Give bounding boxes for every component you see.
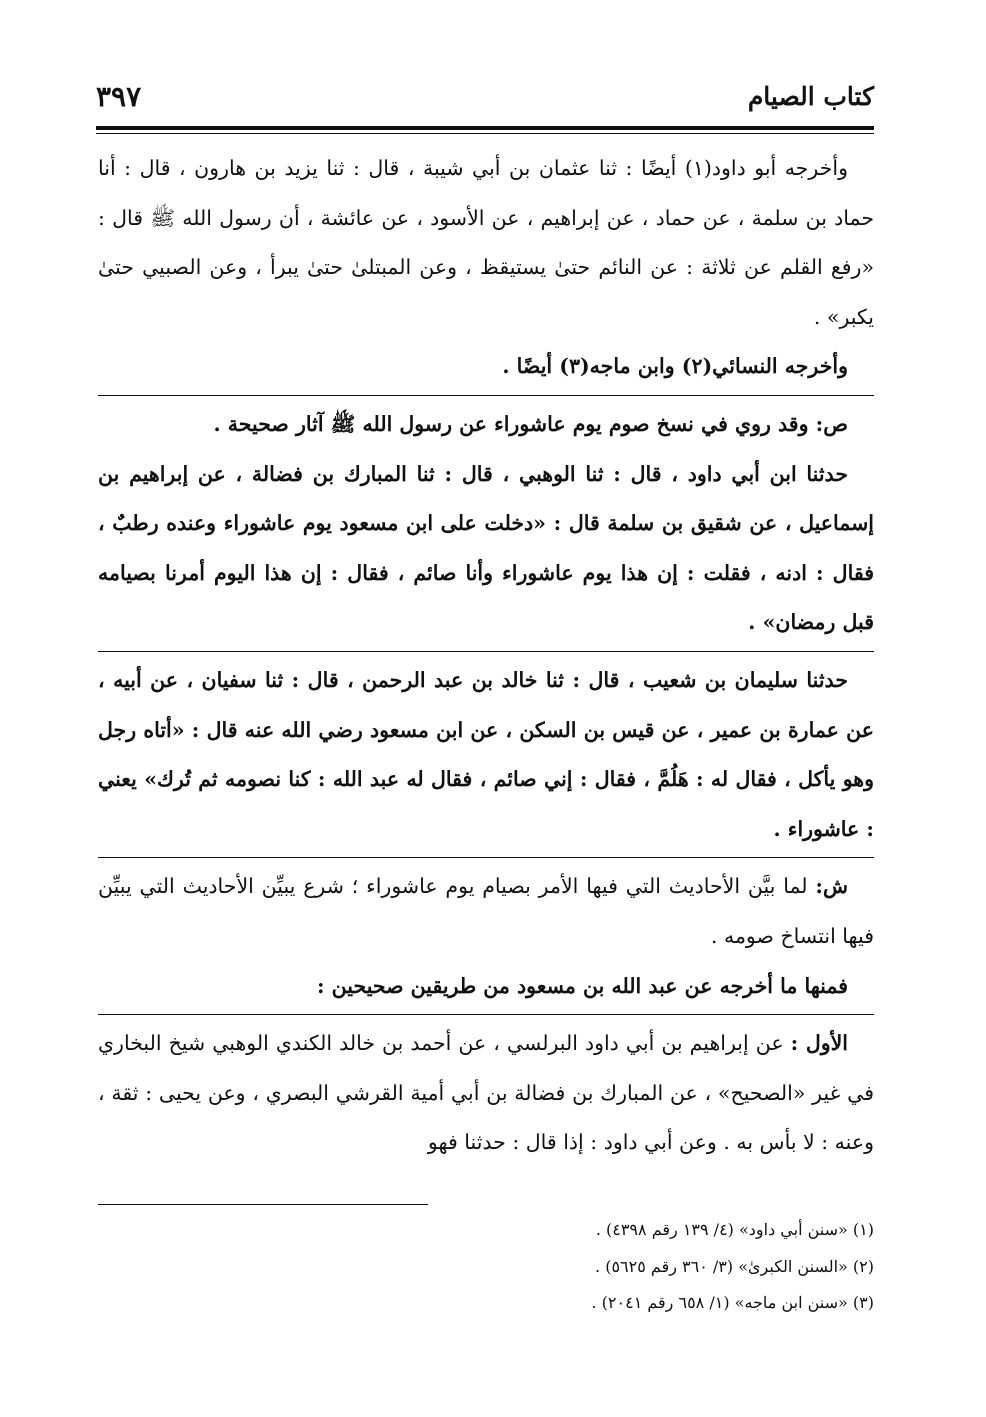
section-divider: [98, 395, 874, 396]
paragraph-8-text: عن إبراهيم بن أبي داود البرلسي ، عن أحمد بن خالد الكندي الوهبي شيخ البخاري في غير «الصحيح» ، عن المبارك بن فضالة بن أبي أمية القرشي البصري ، وعن يحيى : ثقة ، وعنه : لا بأس به . وعن أبي داود : إذا قال : حدثنا فهو: [98, 1031, 874, 1155]
chapter-title: كتاب الصيام: [747, 82, 874, 111]
page-header: [96, 80, 874, 124]
main-text: [98, 144, 874, 1168]
first-marker: الأول :: [790, 1031, 848, 1056]
footnote-2: (٢) «السنن الكبرىٰ» (٣/ ٣٦٠ رقم ٥٦٢٥) .: [595, 1256, 874, 1276]
header-rule-thin: [96, 133, 874, 134]
paragraph-5: حدثنا سليمان بن شعيب ، قال : ثنا خالد بن عبد الرحمن ، قال : ثنا سفيان ، عن أبيه ، عن عمارة بن عمير ، عن قيس بن السكن ، عن ابن مسعود رضي الله عنه قال : «أتاه رجل وهو يأكل ، فقال له : هَلُمَّ ، فقال : إني صائم ، فقال له عبد الله : كنا نصومه ثم تُرك» يعني : عاشوراء .: [98, 667, 875, 841]
paragraph-3: [98, 400, 874, 450]
section-divider: [98, 857, 874, 858]
section-divider: [98, 1014, 874, 1015]
header-rule-thick: [96, 126, 874, 130]
footnote-3: (٣) «سنن ابن ماجه» (١/ ٦٥٨ رقم ٢٠٤١) .: [591, 1293, 874, 1312]
page-number: ٣٩٧: [96, 80, 142, 113]
paragraph-8: [98, 1019, 874, 1168]
sad-marker: ص:: [815, 411, 848, 436]
paragraph-1: وأخرجه أبو داود(١) أيضًا : ثنا عثمان بن أبي شيبة ، قال : ثنا يزيد بن هارون ، قال : أنا حماد بن سلمة ، عن حماد ، عن إبراهيم ، عن الأسود ، عن عائشة ، أن رسول الله ﷺ قال : «رفع القلم عن ثلاثة : عن النائم حتىٰ يستيقظ ، وعن المبتلىٰ حتىٰ يبرأ ، وعن الصبيي حتىٰ يكبر» .: [98, 156, 874, 329]
paragraph-4: حدثنا ابن أبي داود ، قال : ثنا الوهبي ، قال : ثنا المبارك بن فضالة ، عن إبراهيم بن إسماعيل ، عن شقيق بن سلمة قال : «دخلت على ابن مسعود يوم عاشوراء وعنده رطبٌ ، فقال : ادنه ، فقلت : إن هذا يوم عاشوراء وأنا صائم ، فقال : إن هذا اليوم أمرنا بصيامه قبل رمضان» .: [98, 461, 874, 635]
paragraph-6: [98, 862, 874, 961]
shin-marker: ش:: [815, 874, 848, 899]
paragraph-6-text: لما بيَّن الأحاديث التي فيها الأمر بصيام يوم عاشوراء ؛ شرع يبيِّن الأحاديث التي يبيِّن فيها انتساخ صومه .: [98, 874, 874, 948]
footnote-rule: [98, 1204, 428, 1205]
section-divider: [98, 651, 874, 652]
paragraph-2: وأخرجه النسائي(٢) وابن ماجه(٣) أيضًا .: [502, 354, 848, 379]
paragraph-3-text: وقد روي في نسخ صوم يوم عاشوراء عن رسول الله ﷺ آثار صحيحة .: [213, 411, 809, 436]
paragraph-7: فمنها ما أخرجه عن عبد الله بن مسعود من طريقين صحيحين :: [316, 973, 848, 998]
footnote-1: (١) «سنن أبي داود» (٤/ ١٣٩ رقم ٤٣٩٨) .: [595, 1220, 874, 1239]
footnotes: [98, 1212, 874, 1322]
